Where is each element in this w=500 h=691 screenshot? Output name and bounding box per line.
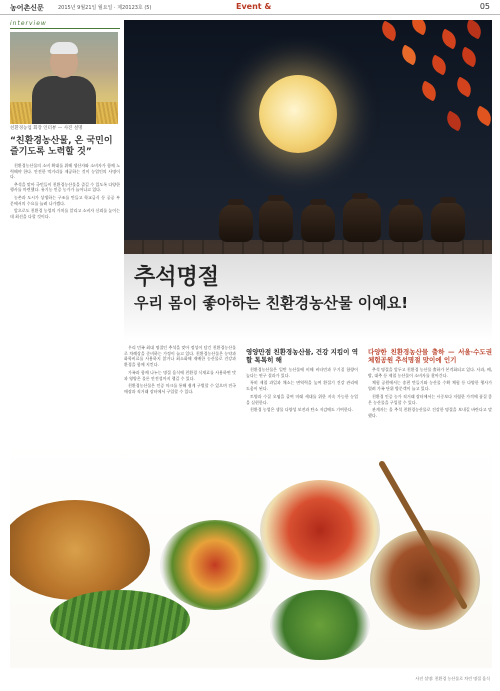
interviewee-photo — [10, 32, 118, 124]
hero-title-area — [124, 254, 492, 340]
hero-image — [124, 20, 492, 340]
article-paragraph: 가족과 함께 나누는 명절 음식에 친환경 식재료를 사용하면 맛과 영양은 물론 안전성까지 챙길 수 있다. — [124, 369, 236, 381]
vegetable-image — [50, 590, 190, 650]
page-number: 05 — [479, 2, 490, 11]
article-paragraph: 친환경농산물은 일반 농산물에 비해 비타민과 무기질 함량이 높다는 연구 결과가 있다. — [246, 367, 358, 378]
person-body-image — [32, 76, 96, 124]
maple-leaves-image — [360, 20, 492, 164]
section-subheading: 다양한 친환경농산물 출하 — 서울·수도권 체험공원 추석명절 맞이에 인기 — [368, 348, 492, 364]
issue-date: 2015년 9월21일 월요일 · 제20123호 (5) — [58, 5, 152, 11]
article-paragraph: 특히 제철 과일과 채소는 면역력을 높여 환절기 건강 관리에 도움이 된다. — [246, 380, 358, 392]
interview-paragraph: 농촌과 도시가 상생하는 구조를 만들고 학교급식 등 공공 부문에서의 수요를 늘려 나가겠다. — [10, 194, 120, 206]
interview-column — [10, 20, 120, 221]
article-paragraph: 추석 명절을 앞두고 친환경 농산물 출하가 본격화되고 있다. 사과, 배, 밤, 대추 등 제철 농산물이 소비자를 찾아간다. — [368, 367, 492, 378]
onggi-jars-image — [219, 196, 479, 242]
vegetable-bowl-image — [160, 520, 270, 610]
food-photo-caption: 사진 설명: 친환경 농산물로 차린 명절 음식 — [415, 676, 490, 681]
photo-caption: 친환경농업 회장 인터뷰 — 사진 설명 — [10, 126, 83, 131]
article-paragraph: 우리 민족 최대 명절인 추석을 맞아 정성이 담긴 친환경농산물로 차례상을 준비하는 가정이 늘고 있다. 친환경농산물은 농약과 화학비료를 사용하지 않거나 최소화해 재배한 농산물로 건강과 환경을 함께 지킨다. — [124, 345, 236, 368]
section-subheading: 영양만점 친환경농산물, 건강 지킴이 역할 톡톡히 해 — [246, 348, 358, 364]
newspaper-logo: 농어촌신문 — [10, 4, 44, 12]
article-paragraph: 친환경농산물은 인증 마크를 통해 쉽게 구별할 수 있으며 전국 매장과 직거래 장터에서 구입할 수 있다. — [124, 383, 236, 394]
interview-body — [10, 163, 120, 219]
article-paragraph: 토양과 수질 오염을 줄여 미래 세대를 위한 지속 가능한 농업을 실현한다. — [246, 393, 358, 405]
person-hair-image — [50, 42, 78, 54]
full-moon-image — [259, 75, 337, 153]
greens-plate-image — [270, 590, 370, 660]
article-column-3 — [368, 345, 492, 421]
section-title: Event & — [236, 2, 272, 11]
fruit-bowl-image — [260, 480, 380, 580]
food-spread-image — [10, 440, 492, 668]
interview-paragraph: 추석을 맞아 국민들이 친환경농산물을 즐길 수 있도록 다양한 행사를 마련했다. 유기농 인증 농가가 늘어나고 있다. — [10, 181, 120, 193]
article-column-2 — [246, 345, 358, 415]
vegetable-platter-image — [10, 500, 150, 600]
page-header — [0, 0, 500, 15]
interview-quote: “친환경농산물, 온 국민이 즐기도록 노력할 것” — [10, 136, 113, 157]
interview-paragraph: 앞으로도 친환경 농업의 가치를 알리고 소비자 신뢰를 높이는 데 최선을 다할 것이다. — [10, 208, 120, 219]
article-paragraph: 친환경 인증 농가 직거래 장터에서는 시중보다 저렴한 가격에 품질 좋은 농산물을 구입할 수 있다. — [368, 393, 492, 405]
interview-paragraph: 친환경농산물의 소비 확대를 위해 생산자와 소비자가 함께 노력해야 한다. 안전한 먹거리를 제공하는 것이 농업인의 사명이다. — [10, 163, 120, 180]
article-column-1 — [124, 345, 236, 397]
interview-label: interview — [10, 20, 120, 29]
hero-title: 추석명절 — [134, 264, 220, 290]
hero-subtitle: 우리 몸이 좋아하는 친환경농산물 이예요! — [134, 294, 409, 312]
stone-wall-image — [124, 240, 492, 254]
article-paragraph: 체험 공원에서는 송편 만들기와 농산물 수확 체험 등 다양한 행사가 열려 가족 단위 방문객이 늘고 있다. — [368, 380, 492, 392]
article-paragraph: 친환경 농업은 생물 다양성 보전과 탄소 저감에도 기여한다. — [250, 407, 353, 413]
article-paragraph: 관계자는 올 추석 친환경농산물로 건강한 명절을 보내길 바란다고 말했다. — [368, 407, 492, 418]
